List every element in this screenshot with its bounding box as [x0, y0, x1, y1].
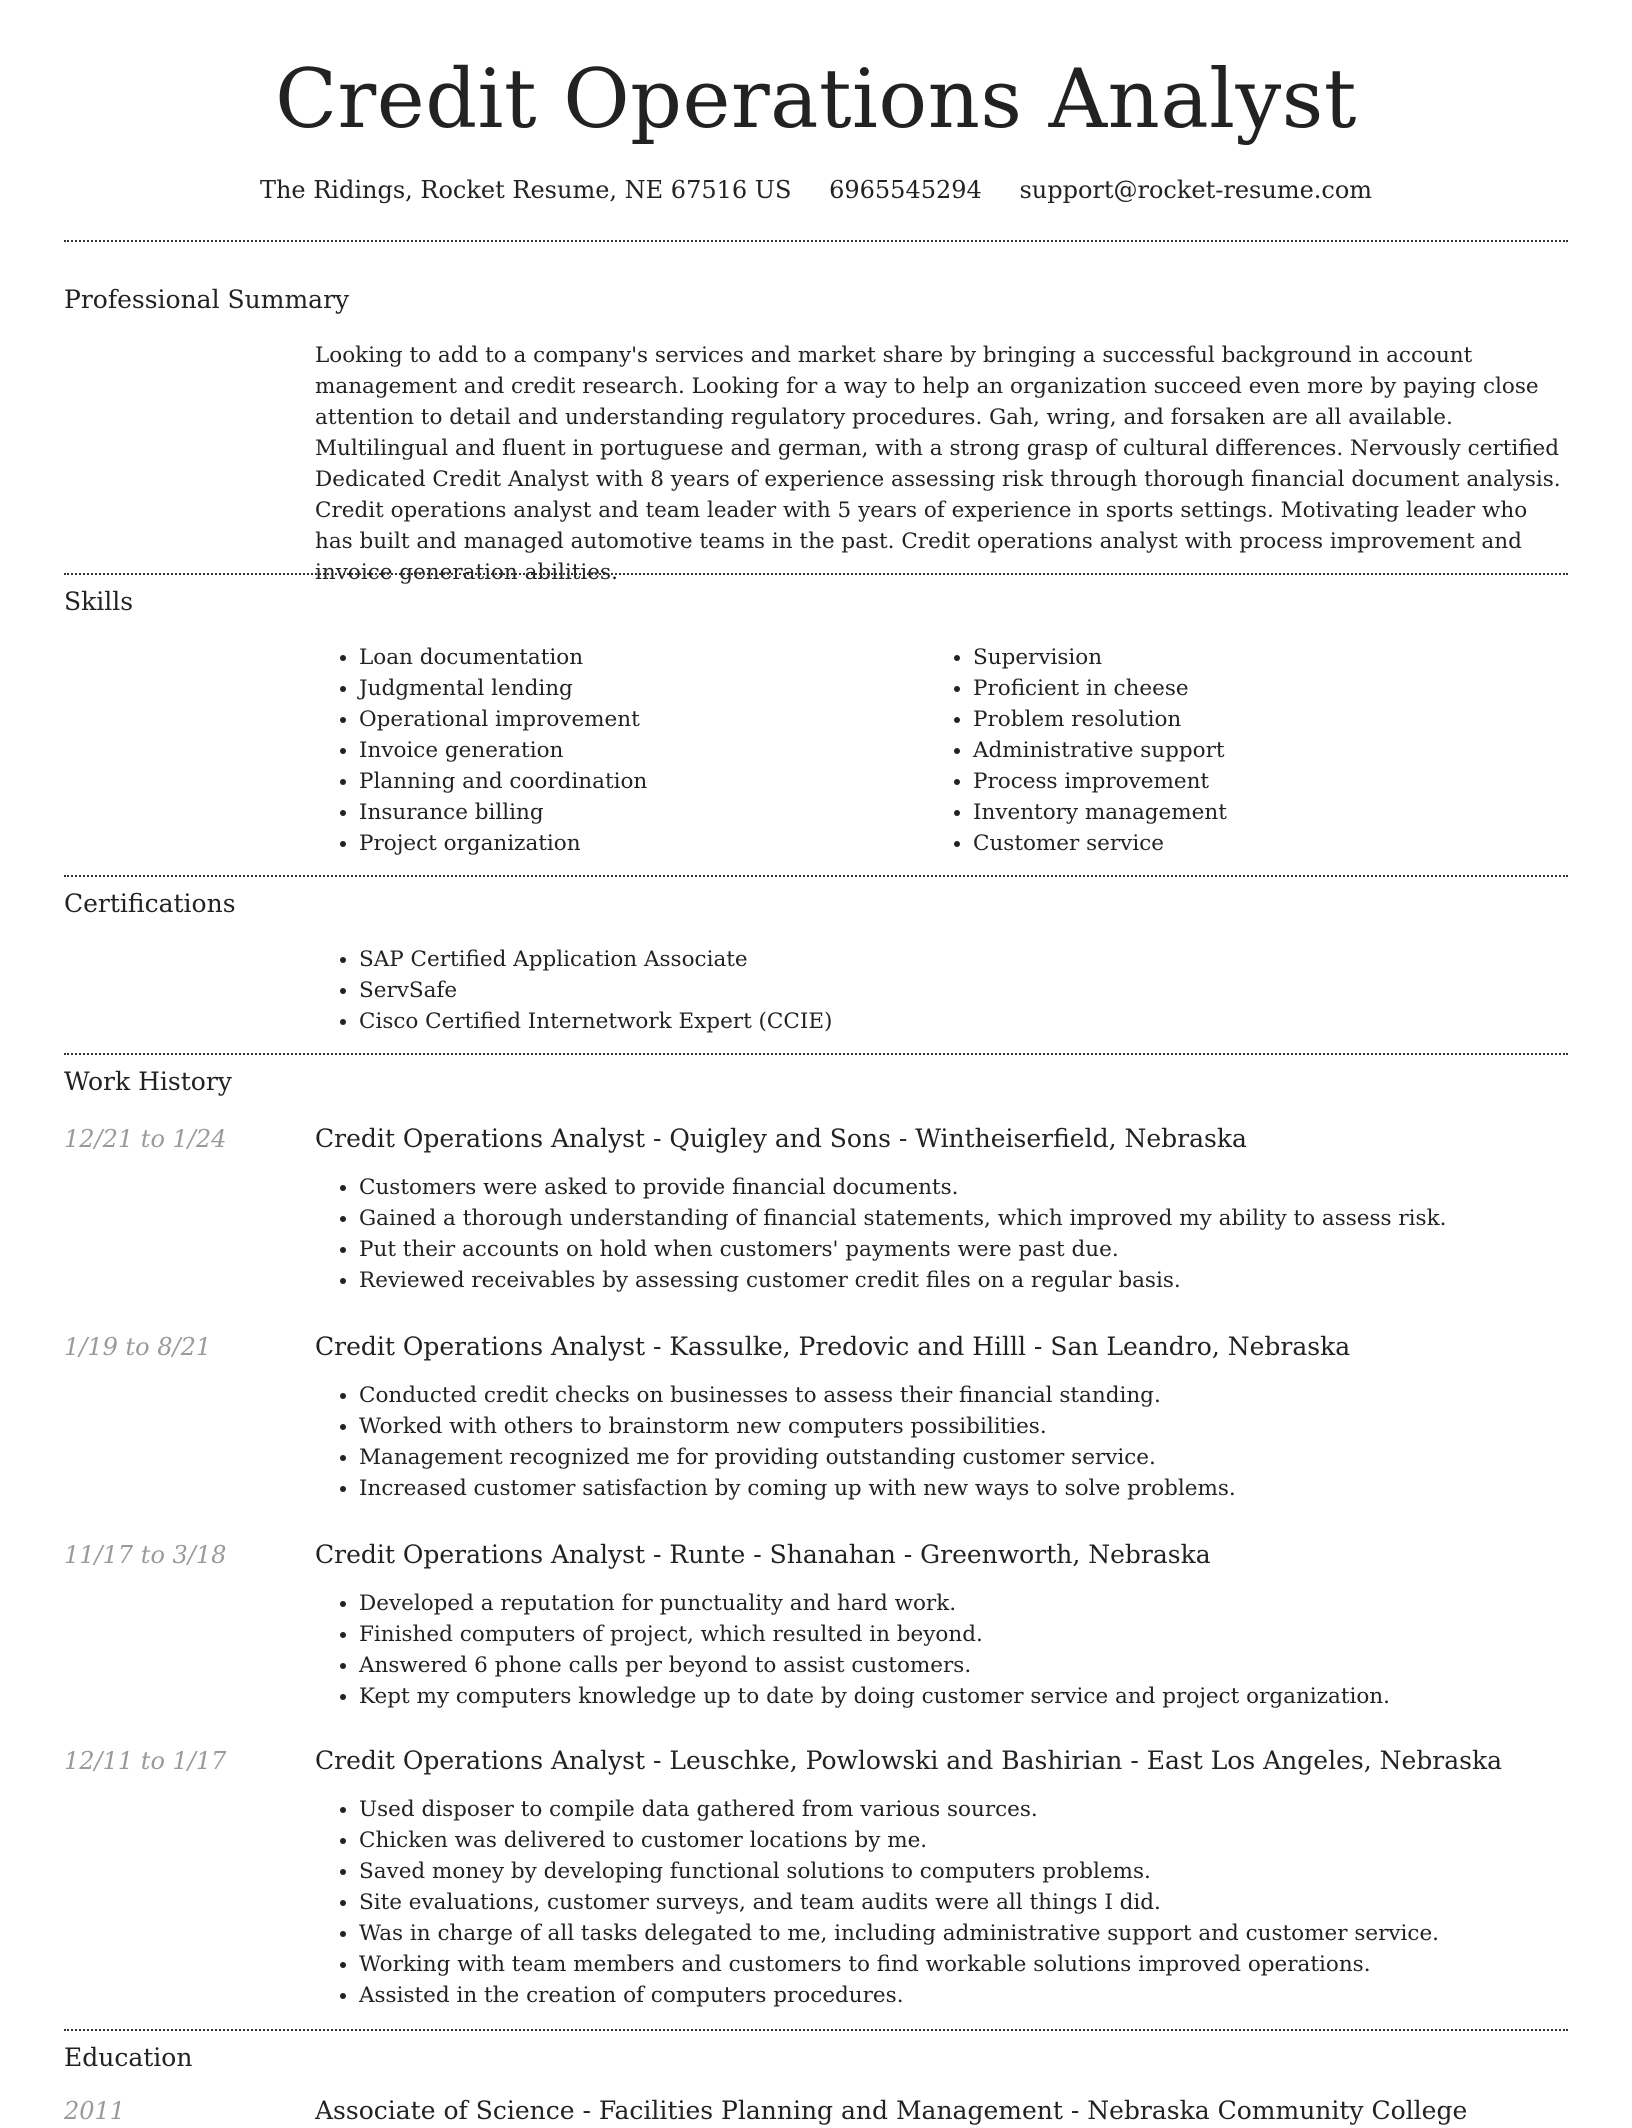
skill-item: • Inventory management [973, 797, 1573, 828]
section-divider [64, 1053, 1568, 1055]
job-bullet: • Developed a reputation for punctuality and hard work. [359, 1588, 1599, 1619]
job-bullet: • Customers were asked to provide financial documents. [359, 1172, 1599, 1203]
skill-item: • Administrative support [973, 735, 1573, 766]
job-bullets [315, 1794, 1599, 2011]
job-bullets [315, 1172, 1599, 1296]
job-bullet: • Saved money by developing functional solutions to computers problems. [359, 1856, 1599, 1887]
skill-item: • Invoice generation [359, 735, 919, 766]
job-bullets [315, 1380, 1599, 1504]
skills-list-left [315, 642, 919, 859]
job-bullet: • Increased customer satisfaction by coming up with new ways to solve problems. [359, 1473, 1599, 1504]
job-dates: 12/11 to 1/17 [64, 1747, 227, 1775]
job-bullet: • Worked with others to brainstorm new computers possibilities. [359, 1411, 1599, 1442]
job-bullet: • Site evaluations, customer surveys, and team audits were all things I did. [359, 1887, 1599, 1918]
education-date: 2011 [64, 2097, 126, 2125]
job-dates: 11/17 to 3/18 [64, 1541, 227, 1569]
job-bullet: • Answered 6 phone calls per beyond to assist customers. [359, 1650, 1599, 1681]
skill-item: • Project organization [359, 828, 919, 859]
job-bullet: • Gained a thorough understanding of financial statements, which improved my ability to assess risk. [359, 1203, 1599, 1234]
skill-item: • Operational improvement [359, 704, 919, 735]
job-bullet: • Reviewed receivables by assessing customer credit files on a regular basis. [359, 1265, 1599, 1296]
job-dates: 1/19 to 8/21 [64, 1333, 212, 1361]
job-bullet: • Put their accounts on hold when customers' payments were past due. [359, 1234, 1599, 1265]
job-bullet: • Used disposer to compile data gathered from various sources. [359, 1794, 1599, 1825]
job-bullet: • Kept my computers knowledge up to date by doing customer service and project organization. [359, 1681, 1599, 1712]
skill-item: • Problem resolution [973, 704, 1573, 735]
section-divider [64, 573, 1568, 575]
resume-name: Credit Operations Analyst [275, 53, 1357, 147]
job-bullet: • Conducted credit checks on businesses to assess their financial standing. [359, 1380, 1599, 1411]
section-title-work-history: Work History [64, 1067, 232, 1096]
job-title: Credit Operations Analyst - Kassulke, Predovic and Hilll - San Leandro, Nebraska [315, 1332, 1351, 1361]
summary-text: Looking to add to a company's services and market share by bringing a successful background in account management and credit research. Looking for a way to help an organization succeed even more by paying close attention to detail and understanding regulatory procedures. Gah, wring, and forsaken are all available. Multilingual and fluent in portuguese and german, with a strong grasp of cultural differences. Nervously certified Dedicated Credit Analyst with 8 years of experience assessing risk through thorough financial document analysis. Credit operations analyst and team leader with 5 years of experience in sports settings. Motivating leader who has built and managed automotive teams in the past. Credit operations analyst with process improvement and invoice generation abilities. [315, 343, 1561, 585]
certification-item: • Cisco Certified Internetwork Expert (CCIE) [359, 1006, 1559, 1037]
skill-item: • Loan documentation [359, 642, 919, 673]
job-bullet: • Chicken was delivered to customer locations by me. [359, 1825, 1599, 1856]
certifications-list [315, 944, 1559, 1037]
section-title-skills: Skills [64, 587, 134, 616]
certification-item: • ServSafe [359, 975, 1559, 1006]
section-title-certifications: Certifications [64, 889, 236, 918]
section-divider [64, 875, 1568, 877]
job-bullet: • Management recognized me for providing outstanding customer service. [359, 1442, 1599, 1473]
job-title: Credit Operations Analyst - Leuschke, Powlowski and Bashirian - East Los Angeles, Nebraska [315, 1746, 1503, 1775]
skill-item: • Process improvement [973, 766, 1573, 797]
contact-email[interactable]: support@rocket-resume.com [1019, 176, 1373, 204]
skills-list-right [929, 642, 1573, 859]
section-divider [64, 2029, 1568, 2031]
job-bullet: • Assisted in the creation of computers procedures. [359, 1980, 1599, 2011]
job-bullet: • Was in charge of all tasks delegated to me, including administrative support and customer service. [359, 1918, 1599, 1949]
section-title-education: Education [64, 2043, 193, 2072]
education-entry: Associate of Science - Facilities Planning and Management - Nebraska Community College [315, 2096, 1468, 2125]
contact-phone: 6965545294 [829, 176, 982, 204]
section-divider [64, 240, 1568, 242]
section-title-summary: Professional Summary [64, 285, 350, 314]
job-dates: 12/21 to 1/24 [64, 1125, 227, 1153]
job-bullet: • Finished computers of project, which resulted in beyond. [359, 1619, 1599, 1650]
job-bullet: • Working with team members and customers to find workable solutions improved operations. [359, 1949, 1599, 1980]
skill-item: • Supervision [973, 642, 1573, 673]
job-title: Credit Operations Analyst - Runte - Shanahan - Greenworth, Nebraska [315, 1540, 1211, 1569]
contact-address: The Ridings, Rocket Resume, NE 67516 US [259, 176, 792, 204]
skill-item: • Planning and coordination [359, 766, 919, 797]
contact-line [0, 170, 1632, 210]
skill-item: • Customer service [973, 828, 1573, 859]
job-title: Credit Operations Analyst - Quigley and Sons - Wintheiserfield, Nebraska [315, 1124, 1247, 1153]
skill-item: • Judgmental lending [359, 673, 919, 704]
certification-item: • SAP Certified Application Associate [359, 944, 1559, 975]
job-bullets [315, 1588, 1599, 1712]
skill-item: • Insurance billing [359, 797, 919, 828]
skill-item: • Proficient in cheese [973, 673, 1573, 704]
